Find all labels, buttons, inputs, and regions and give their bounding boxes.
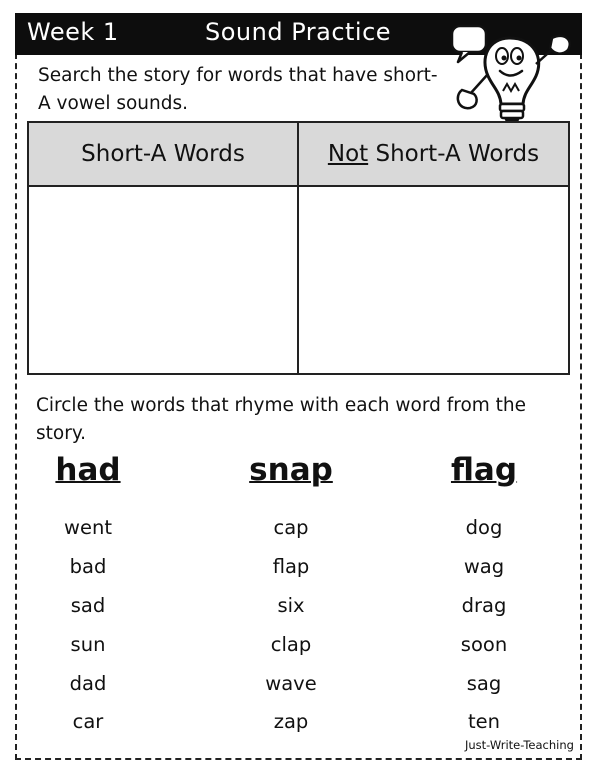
table-header-not-short-a (299, 123, 568, 187)
short-a-writing-area[interactable] (29, 187, 299, 373)
table-header-short-a: Short-A Words (29, 123, 299, 187)
rhyme-word[interactable]: wave (265, 672, 317, 695)
rhyme-word[interactable]: clap (270, 633, 312, 656)
rhyme-word[interactable]: drag (461, 594, 507, 617)
rhyme-word[interactable]: went (64, 516, 112, 539)
lightbulb-character-icon (440, 16, 580, 136)
rhyme-word[interactable]: soon (460, 633, 508, 656)
rhyme-word[interactable]: bad (69, 555, 107, 578)
rhyme-word[interactable]: zap (273, 710, 309, 733)
rhyme-word[interactable]: cap (273, 516, 309, 539)
rhyme-word[interactable]: sun (70, 633, 106, 656)
rhyme-head-had: had (55, 452, 121, 488)
rhyme-word[interactable]: ten (467, 710, 500, 733)
rhyme-head-flag: flag (450, 452, 518, 488)
rhyme-word[interactable]: six (277, 594, 305, 617)
rhyme-word[interactable]: dad (69, 672, 107, 695)
page-title: Sound Practice (205, 18, 392, 46)
not-short-a-writing-area[interactable] (299, 187, 568, 373)
sorting-table (27, 121, 570, 375)
instruction-circle-rhymes: Circle the words that rhyme with each word from the story. (36, 395, 527, 444)
rhyme-word[interactable]: flap (272, 555, 310, 578)
not-underlined-label: Not (327, 141, 369, 167)
rhyme-head-snap: snap (249, 452, 333, 488)
footer-credit: Just-Write-Teaching (465, 738, 574, 752)
rhyme-word[interactable]: sag (466, 672, 502, 695)
instruction-search-story: Search the story for words that have short-A vowel sounds. (38, 65, 438, 114)
not-short-a-rest-label: Short-A Words (368, 141, 540, 167)
rhyme-word[interactable]: dog (465, 516, 503, 539)
week-label: Week 1 (27, 18, 119, 46)
rhyme-word[interactable]: wag (463, 555, 505, 578)
rhyme-word[interactable]: sad (70, 594, 106, 617)
rhyme-word[interactable]: car (72, 710, 104, 733)
